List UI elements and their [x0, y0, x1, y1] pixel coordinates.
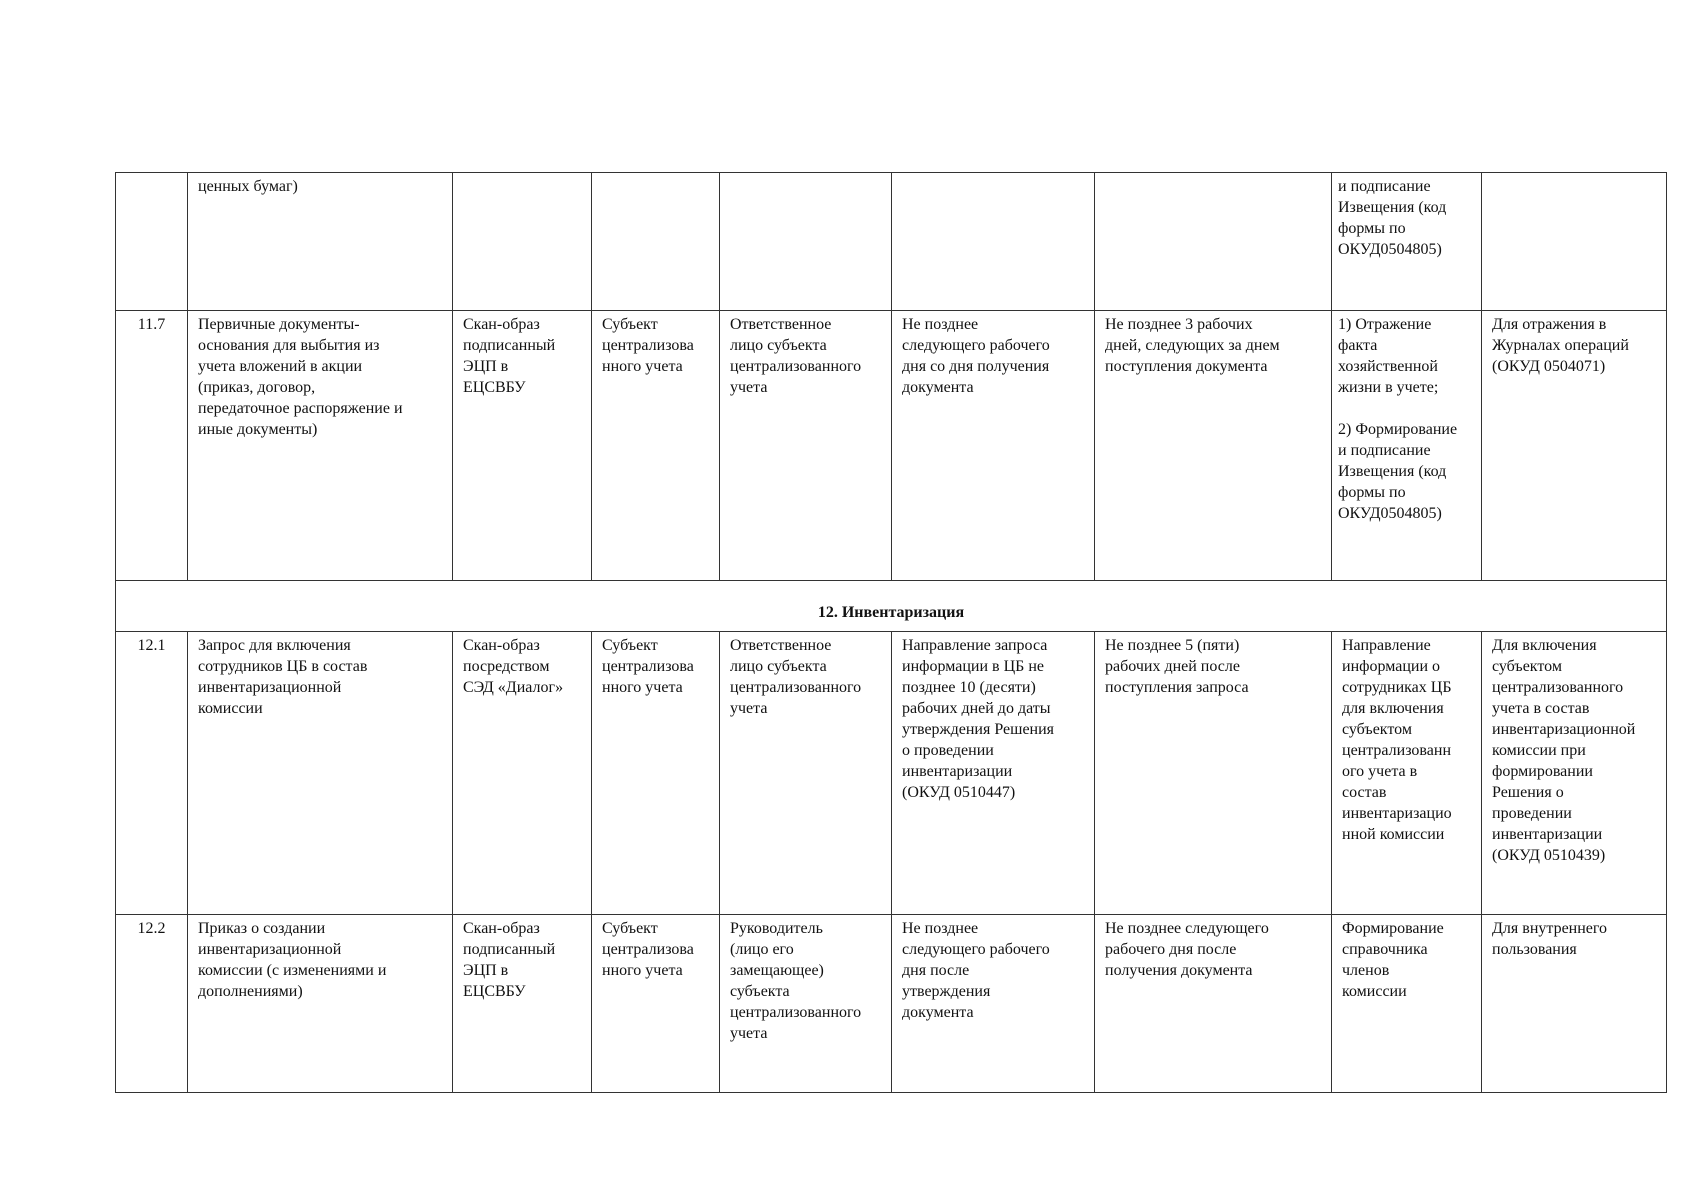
row-number: 12.1 [116, 632, 188, 915]
sender-cell: Субъект централизова нного учета [592, 632, 720, 915]
purpose-cell: Для отражения в Журналах операций (ОКУД 0504071) [1482, 311, 1667, 581]
action-cell: Формирование справочника членов комиссии [1332, 915, 1482, 1093]
purpose-cell [1482, 173, 1667, 311]
section-title: 12. Инвентаризация [116, 581, 1667, 632]
purpose-cell: Для включения субъектом централизованного учета в состав инвентаризационной комиссии при формировании Решения о проведении инвентаризации (ОКУД 0510439) [1482, 632, 1667, 915]
processing-deadline-cell [1095, 173, 1332, 311]
document-name-cell: Запрос для включения сотрудников ЦБ в состав инвентаризационной комиссии [188, 632, 453, 915]
document-form-cell: Скан-образ посредством СЭД «Диалог» [453, 632, 592, 915]
table-row [116, 311, 1667, 581]
sender-cell: Субъект централизова нного учета [592, 311, 720, 581]
table-row [116, 173, 1667, 311]
document-table [115, 172, 1667, 1093]
processing-deadline-cell: Не позднее 3 рабочих дней, следующих за днем поступления документа [1095, 311, 1332, 581]
submission-deadline-cell: Направление запроса информации в ЦБ не позднее 10 (десяти) рабочих дней до даты утверждения Решения о проведении инвентаризации (ОКУД 0510447) [892, 632, 1095, 915]
row-number: 11.7 [116, 311, 188, 581]
action-cell: и подписание Извещения (код формы по ОКУД0504805) [1332, 173, 1482, 311]
sender-cell [592, 173, 720, 311]
processing-deadline-cell: Не позднее следующего рабочего дня после получения документа [1095, 915, 1332, 1093]
responsible-cell [720, 173, 892, 311]
responsible-cell: Руководитель (лицо его замещающее) субъекта централизованного учета [720, 915, 892, 1093]
table-row [116, 915, 1667, 1093]
processing-deadline-cell: Не позднее 5 (пяти) рабочих дней после поступления запроса [1095, 632, 1332, 915]
section-row [116, 581, 1667, 632]
document-form-cell: Скан-образ подписанный ЭЦП в ЕЦСВБУ [453, 311, 592, 581]
submission-deadline-cell [892, 173, 1095, 311]
submission-deadline-cell: Не позднее следующего рабочего дня со дня получения документа [892, 311, 1095, 581]
submission-deadline-cell: Не позднее следующего рабочего дня после утверждения документа [892, 915, 1095, 1093]
responsible-cell: Ответственное лицо субъекта централизованного учета [720, 632, 892, 915]
row-number [116, 173, 188, 311]
action-cell: Направление информации о сотрудниках ЦБ для включения субъектом централизованн ого учета в состав инвентаризацио нной комиссии [1332, 632, 1482, 915]
document-form-cell [453, 173, 592, 311]
document-name-cell: ценных бумаг) [188, 173, 453, 311]
document-form-cell: Скан-образ подписанный ЭЦП в ЕЦСВБУ [453, 915, 592, 1093]
action-cell: 1) Отражение факта хозяйственной жизни в учете; 2) Формирование и подписание Извещения (код формы по ОКУД0504805) [1332, 311, 1482, 581]
document-name-cell: Приказ о создании инвентаризационной комиссии (с изменениями и дополнениями) [188, 915, 453, 1093]
sender-cell: Субъект централизова нного учета [592, 915, 720, 1093]
document-name-cell: Первичные документы- основания для выбытия из учета вложений в акции (приказ, договор, передаточное распоряжение и иные документы) [188, 311, 453, 581]
row-number: 12.2 [116, 915, 188, 1093]
table-row [116, 632, 1667, 915]
purpose-cell: Для внутреннего пользования [1482, 915, 1667, 1093]
responsible-cell: Ответственное лицо субъекта централизованного учета [720, 311, 892, 581]
